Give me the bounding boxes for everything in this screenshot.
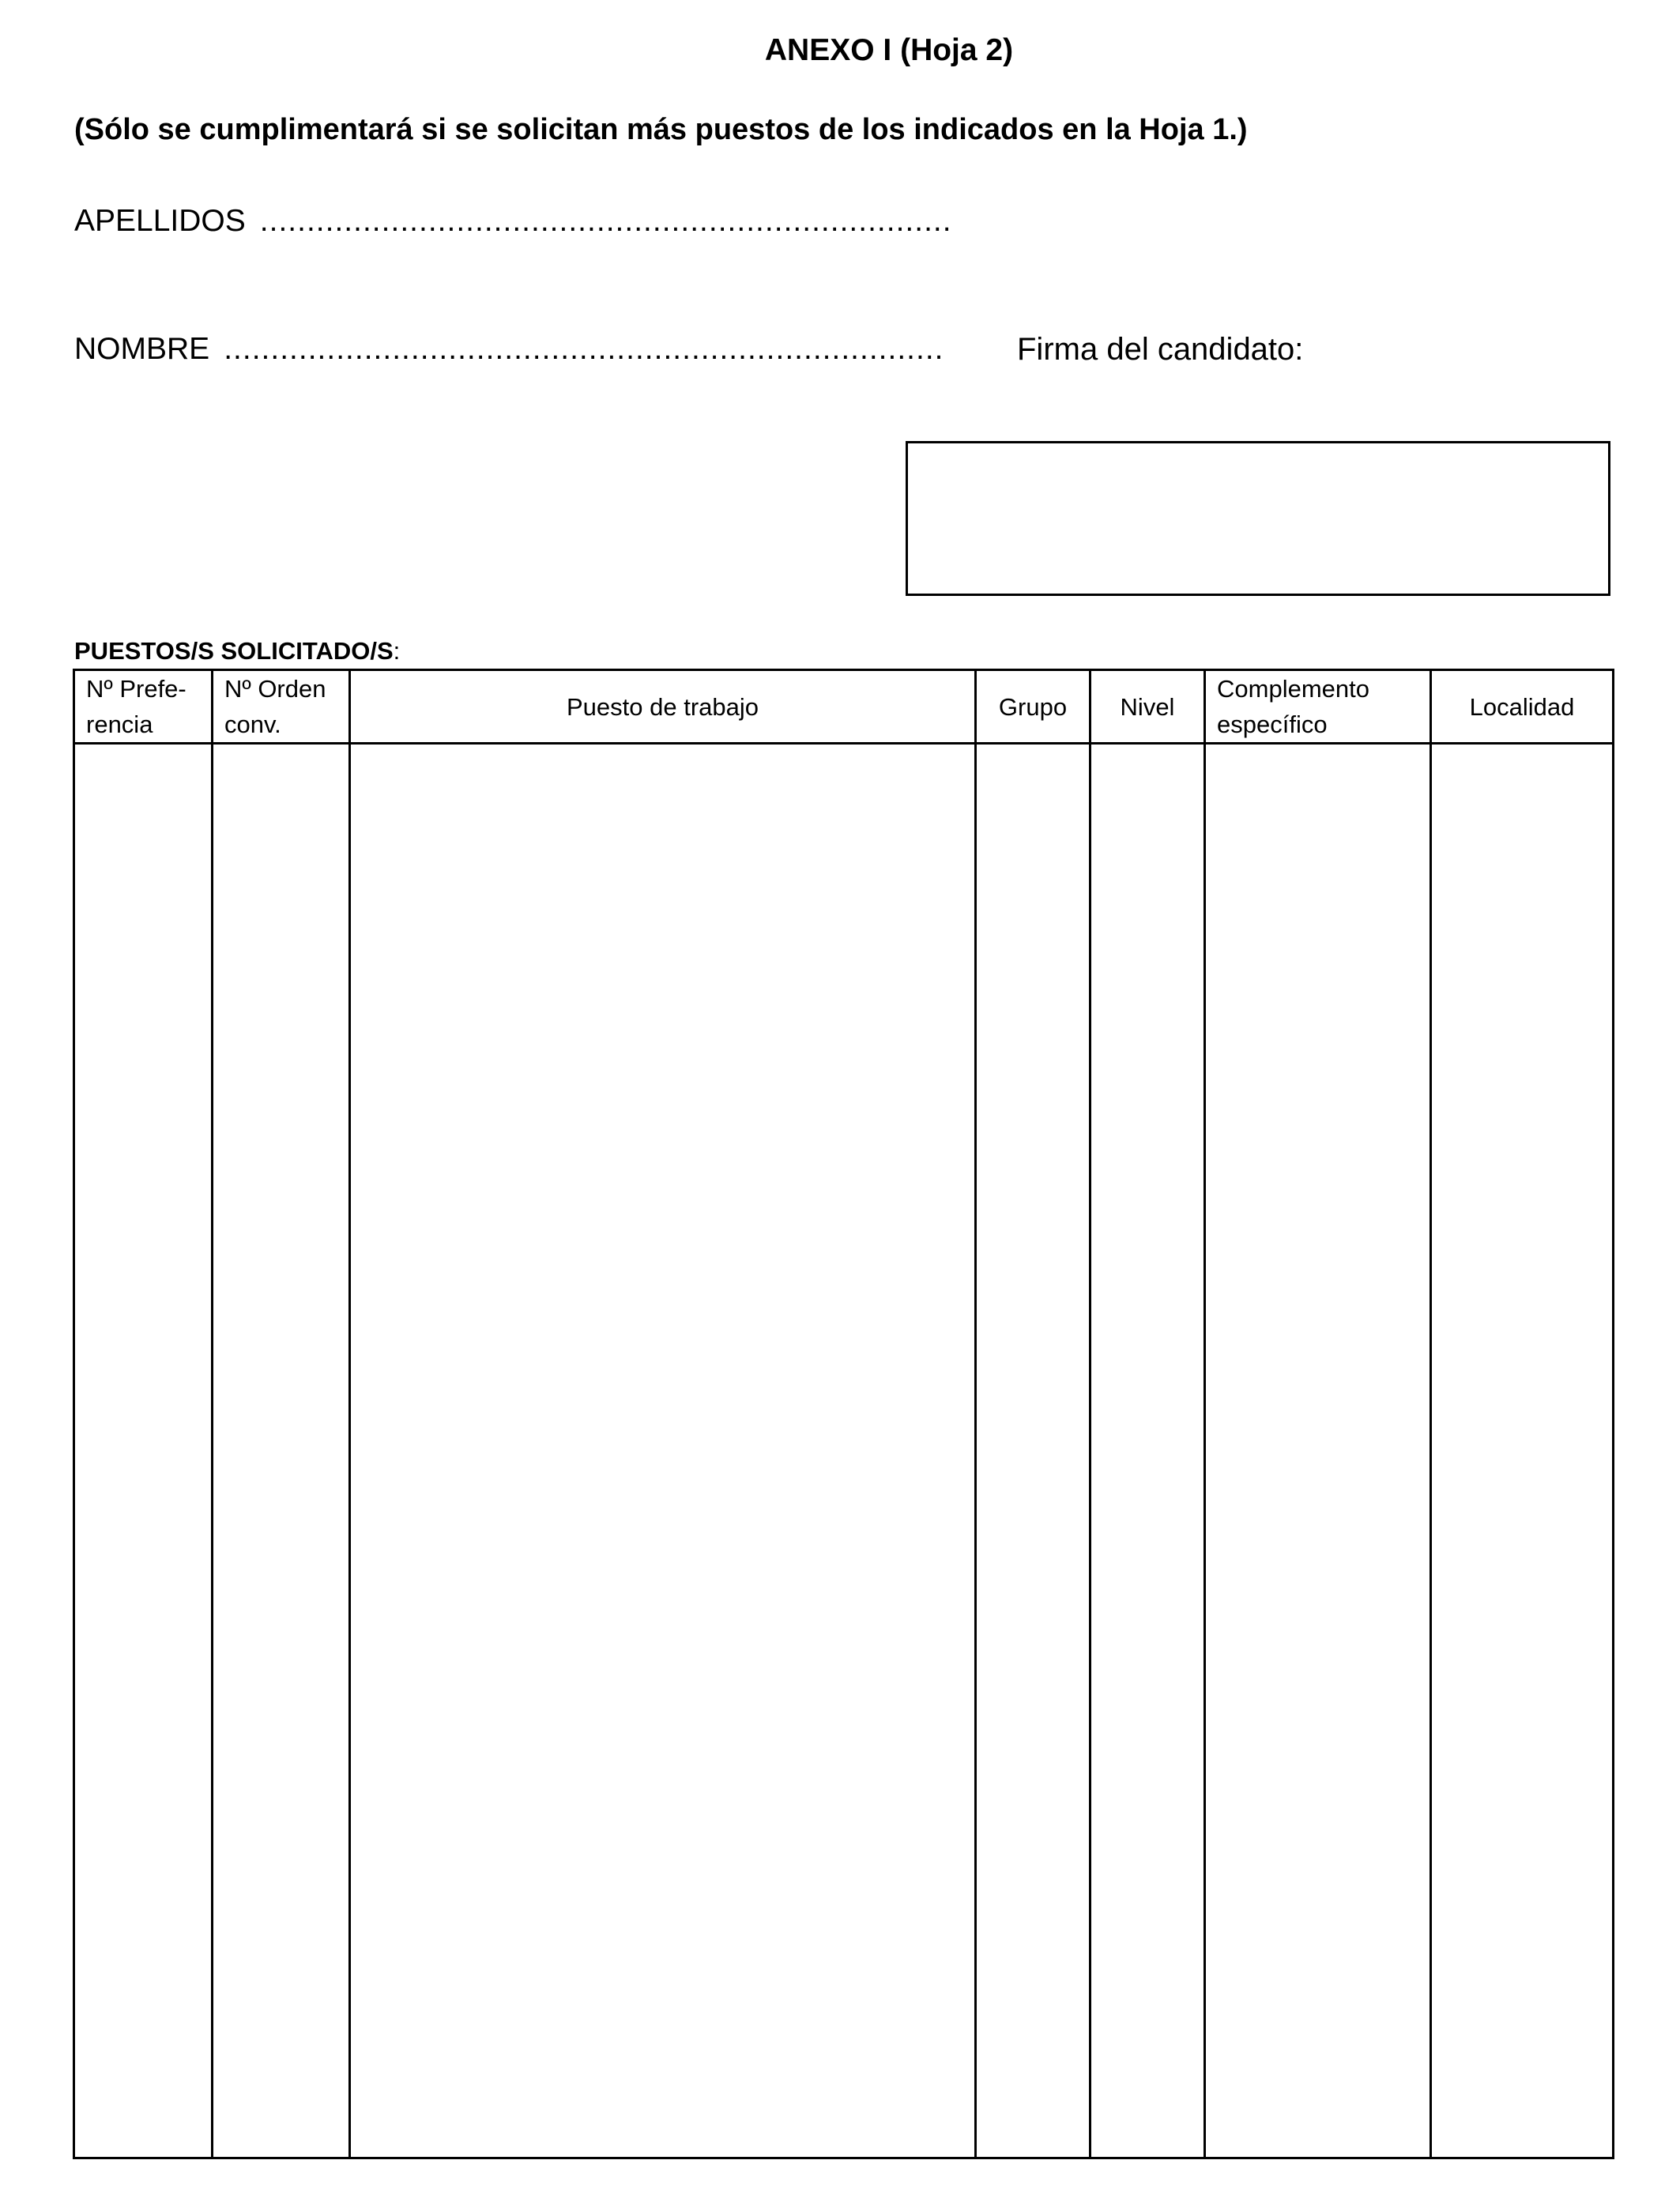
positions-section-label	[74, 637, 400, 665]
column-header-orden	[213, 670, 350, 744]
table-header-row	[74, 670, 1614, 744]
preferencia-cell[interactable]	[74, 744, 213, 2158]
grupo-cell[interactable]	[976, 744, 1090, 2158]
column-header-preferencia	[74, 670, 213, 744]
nombre-label: NOMBRE	[74, 332, 210, 366]
apellidos-input-line[interactable]: ..........................................................................	[259, 204, 952, 238]
localidad-cell[interactable]	[1431, 744, 1614, 2158]
column-header-line: Nº Prefe-	[86, 675, 186, 703]
positions-section-colon: :	[393, 637, 401, 665]
column-header-line: conv.	[224, 711, 281, 738]
page-subtitle: (Sólo se cumplimentará si se solicitan más puestos de los indicados en la Hoja 1.)	[74, 113, 1248, 146]
table-row	[74, 744, 1614, 2158]
signature-label: Firma del candidato:	[1017, 332, 1304, 367]
signature-box[interactable]	[906, 441, 1610, 596]
column-header-line: específico	[1217, 711, 1328, 738]
column-header-puesto: Puesto de trabajo	[350, 670, 976, 744]
column-header-line: Complemento	[1217, 675, 1369, 703]
orden-cell[interactable]	[213, 744, 350, 2158]
puesto-cell[interactable]	[350, 744, 976, 2158]
nombre-field	[74, 332, 944, 367]
apellidos-field	[74, 204, 952, 239]
nombre-input-line[interactable]: .............................................................................	[224, 332, 944, 366]
column-header-nivel: Nivel	[1090, 670, 1205, 744]
nivel-cell[interactable]	[1090, 744, 1205, 2158]
column-header-line: Nº Orden	[224, 675, 326, 703]
page-title: ANEXO I (Hoja 2)	[764, 33, 1014, 67]
column-header-line: rencia	[86, 711, 153, 738]
positions-section-title: PUESTOS/S SOLICITADO/S	[74, 637, 394, 665]
column-header-localidad: Localidad	[1431, 670, 1614, 744]
apellidos-label: APELLIDOS	[74, 204, 246, 238]
positions-table	[73, 669, 1614, 2159]
column-header-complemento	[1205, 670, 1431, 744]
complemento-cell[interactable]	[1205, 744, 1431, 2158]
column-header-grupo: Grupo	[976, 670, 1090, 744]
